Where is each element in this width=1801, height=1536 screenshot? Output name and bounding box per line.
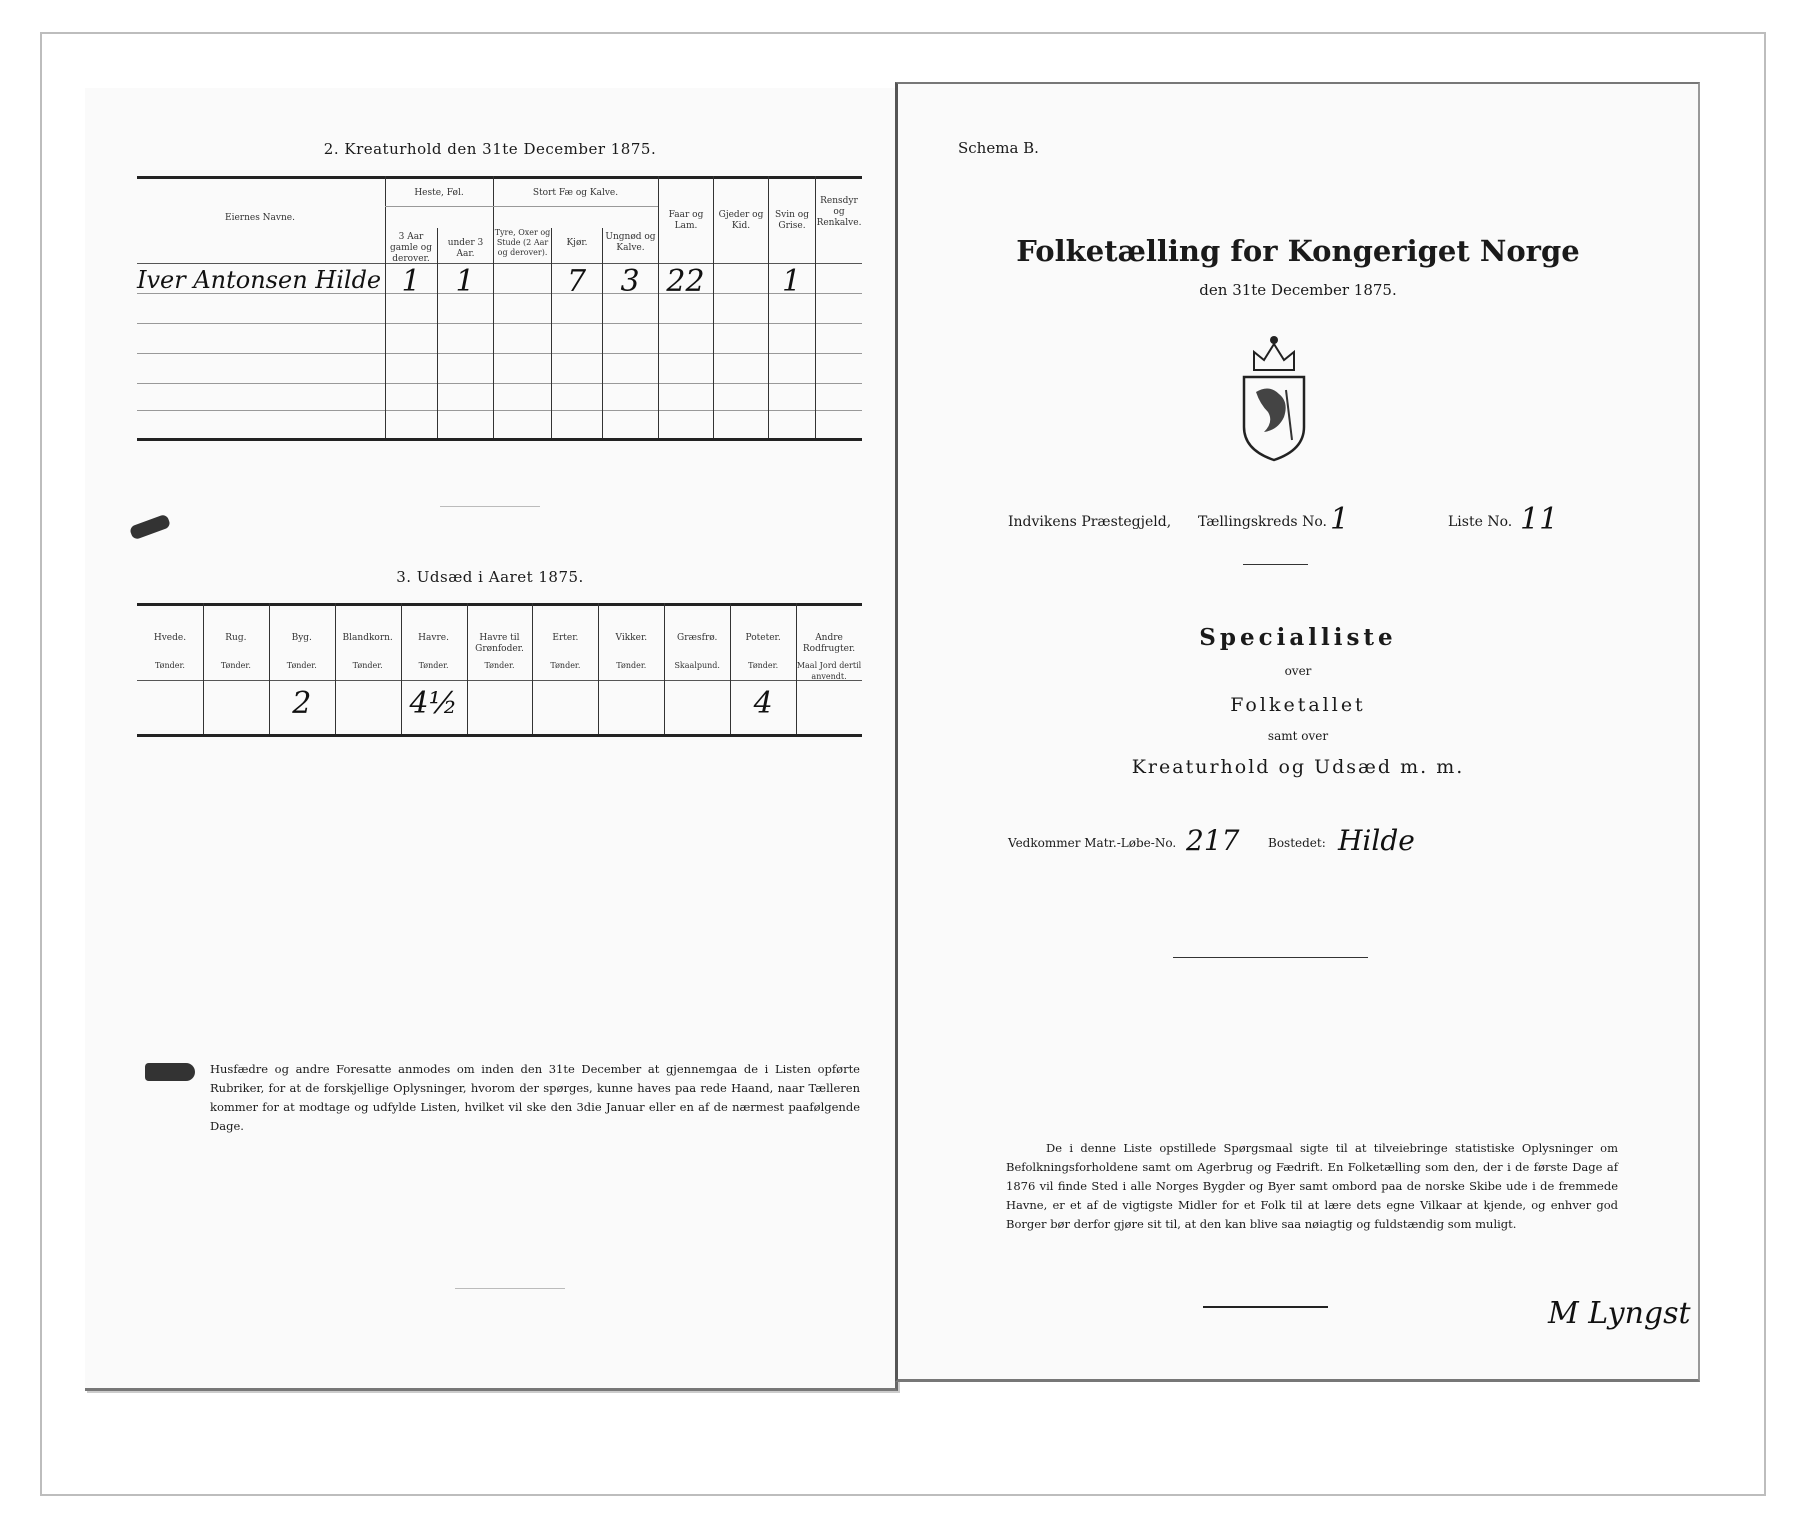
ink-mark: [129, 514, 171, 541]
seed-column-unit: Tønder.: [220, 661, 251, 670]
horses-young-header: under 3 Aar.: [447, 238, 484, 259]
seed-column-header: Havre.: [418, 633, 449, 643]
sheep-value: 22: [666, 264, 705, 299]
seed-column-header: Rug.: [225, 633, 247, 643]
seed-column-value: 4: [753, 686, 773, 721]
matr-value: 217: [1186, 824, 1240, 857]
left-page: [85, 88, 898, 1391]
pointing-hand-icon: [145, 1063, 195, 1081]
young-cattle-value: 3: [620, 264, 640, 299]
seed-column-unit: Tønder.: [154, 661, 185, 670]
subtitle: den 31te December 1875.: [1199, 281, 1397, 299]
info-text: De i denne Liste opstillede Spørgsmaal sigte til at tilveiebringe statistiske Oplysninger om Befolkningsforholdene samt om Agerbrug og Fædrift. En Folketælling som den, der i de første Dage af 1876 vil finde Sted i alle Norges Bygder og Byer samt ombord paa de norske Skibe ude i de fremmede Havne, er et af de vigtigste Midler for et Folk til at lære dets egne Vilkaar at kjende, og enhver god Borger bør derfor gjøre sit til, at den kan blive saa nøiagtig og fuldstændig som muligt.: [1006, 1141, 1618, 1231]
samt-over-label: samt over: [1267, 729, 1329, 743]
seed-column-header: Erter.: [552, 633, 579, 643]
main-title: Folketælling for Kongeriget Norge: [1016, 234, 1580, 268]
seed-column-unit: Tønder.: [748, 661, 779, 670]
horses-old-value: 1: [401, 264, 421, 299]
over-label: over: [1284, 664, 1312, 678]
right-page: [895, 82, 1700, 1382]
seed-column-header: Havre til Grønfoder.: [475, 633, 524, 654]
sheep-header: Faar og Lam.: [668, 210, 704, 231]
seed-column-unit: Tønder.: [484, 661, 515, 670]
folketallet-title: Folketallet: [1230, 694, 1366, 716]
horses-old-header: 3 Aar gamle og derover.: [390, 232, 432, 264]
owner-header: Eiernes Navne.: [225, 213, 295, 223]
seed-column-header: Vikker.: [615, 633, 648, 643]
horses-group-header: Heste, Føl.: [414, 188, 464, 198]
bottom-separator: [1203, 1306, 1328, 1308]
specialliste-title: Specialliste: [1199, 624, 1397, 651]
horses-young-value: 1: [455, 264, 475, 299]
seed-column-header: Hvede.: [153, 633, 187, 643]
coat-of-arms-icon: [1234, 332, 1314, 462]
schema-label: Schema B.: [958, 139, 1039, 157]
section2-title: 2. Kreaturhold den 31te December 1875.: [323, 140, 657, 158]
list-label: Liste No.: [1448, 514, 1513, 530]
separator: [1243, 564, 1308, 565]
notice-text: Husfædre og andre Foresatte anmodes om inden den 31te December at gjennemgaa de i Listen opførte Rubriker, for at de forskjellige Oplysninger, hvorom der spørges, kunne haves paa rede Haand, naar Tælleren kommer for at modtage og udfylde Listen, hvilket vil ske den 3die Januar eller en af de nærmest paafølgende Dage.: [210, 1062, 860, 1133]
bulls-header: Tyre, Oxer og Stude (2 Aar og derover).: [494, 228, 551, 257]
separator-2: [1173, 957, 1368, 958]
seed-column-header: Poteter.: [745, 633, 781, 643]
parish-label: Indvikens Præstegjeld,: [1008, 514, 1172, 530]
district-label: Tællingskreds No.: [1198, 514, 1327, 530]
goats-header: Gjeder og Kid.: [718, 210, 764, 231]
seed-column-unit: Tønder.: [352, 661, 383, 670]
separator: [440, 506, 540, 507]
pigs-value: 1: [781, 264, 802, 299]
seed-column-unit: Tønder.: [418, 661, 449, 670]
kreaturhold-title: Kreaturhold og Udsæd m. m.: [1131, 756, 1465, 778]
young-cattle-header: Ungnød og Kalve.: [605, 232, 656, 253]
cows-value: 7: [566, 264, 587, 299]
matr-label: Vedkommer Matr.-Løbe-No.: [1008, 836, 1177, 850]
owner-name: Iver Antonsen Hilde: [137, 266, 382, 294]
seed-column-header: Græsfrø.: [677, 633, 718, 643]
seed-column-header: Blandkorn.: [342, 633, 393, 643]
section3-title: 3. Udsæd i Aaret 1875.: [396, 568, 584, 586]
signature: M Lyngst: [1548, 1296, 1691, 1331]
seed-column-unit: Tønder.: [616, 661, 647, 670]
seed-column-header: Byg.: [291, 633, 312, 643]
seed-column-unit: Tønder.: [286, 661, 317, 670]
pigs-header: Svin og Grise.: [775, 210, 809, 231]
seed-column-value: 2: [292, 686, 312, 721]
seed-column-unit: Tønder.: [550, 661, 581, 670]
seed-column-value: 4½: [409, 686, 458, 721]
cows-header: Kjør.: [566, 238, 588, 248]
bostedet-value: Hilde: [1338, 824, 1415, 857]
reindeer-header: Rensdyr og Renkalve.: [816, 196, 862, 228]
cattle-group-header: Stort Fæ og Kalve.: [532, 188, 619, 198]
seed-column-unit: Skaalpund.: [674, 661, 720, 670]
bostedet-label: Bostedet:: [1268, 836, 1326, 850]
district-value: 1: [1330, 502, 1350, 537]
bottom-separator: [455, 1288, 565, 1289]
seed-column-unit: Maal Jord dertil anvendt.: [796, 661, 862, 681]
seed-column-header: Andre Rodfrugter.: [802, 633, 856, 654]
list-value: 11: [1520, 502, 1559, 537]
